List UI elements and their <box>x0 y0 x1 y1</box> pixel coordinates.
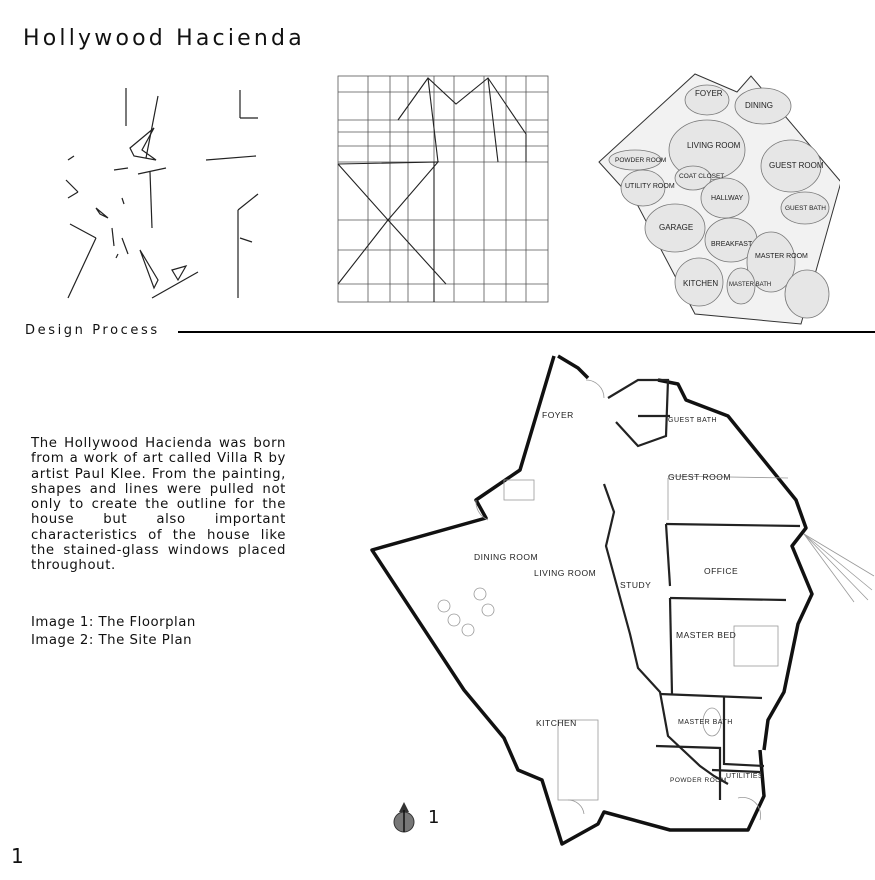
bubble-label: FOYER <box>695 89 723 98</box>
bubble-label: GARAGE <box>659 223 694 232</box>
room-label: UTILITIES <box>726 773 764 780</box>
room-label: DINING ROOM <box>474 552 539 562</box>
image-captions <box>31 614 196 650</box>
bubble-diagram-sketch <box>595 62 840 327</box>
room-label: GUEST ROOM <box>668 472 731 482</box>
grid-lines-sketch <box>328 70 553 310</box>
room-label: POWDER ROOM <box>670 777 727 784</box>
bubble-label: BREAKFAST <box>711 241 753 248</box>
image-number: 1 <box>428 807 440 828</box>
room-label: LIVING ROOM <box>534 568 597 578</box>
north-arrow-icon <box>392 800 416 834</box>
room-label: KITCHEN <box>536 718 577 728</box>
bubble-label: DINING <box>745 101 773 110</box>
page-number: 1 <box>11 844 24 868</box>
room-label: OFFICE <box>704 566 739 576</box>
room-label: GUEST BATH <box>668 417 718 424</box>
room-label: FOYER <box>542 410 574 420</box>
bubble-label: COAT CLOSET <box>679 173 725 180</box>
bubble-label: MASTER ROOM <box>755 253 808 260</box>
section-heading: Design Process <box>25 323 160 338</box>
bubble-label: GUEST BATH <box>785 205 826 212</box>
bubble-label: UTILITY ROOM <box>625 183 675 190</box>
room-label: MASTER BED <box>676 630 737 640</box>
page-title: Hollywood Hacienda <box>23 26 305 51</box>
bubble-label: GUEST ROOM <box>769 161 824 170</box>
room-label: STUDY <box>620 580 652 590</box>
bubble-label: KITCHEN <box>683 279 719 288</box>
abstract-shapes-sketch <box>58 78 268 303</box>
floorplan-drawing <box>368 350 875 855</box>
bubble-label: HALLWAY <box>711 195 744 202</box>
caption-item: Image 1: The Floorplan <box>31 615 196 630</box>
bubble-label: POWDER ROOM <box>615 157 667 164</box>
caption-item: Image 2: The Site Plan <box>31 633 193 648</box>
bubble-label: LIVING ROOM <box>687 141 741 150</box>
section-divider <box>178 331 875 333</box>
bubble-label: MASTER BATH <box>729 282 772 288</box>
room-label: MASTER BATH <box>678 719 733 726</box>
project-description: The Hollywood Hacienda was born from a work of art called Villa R by artist Paul Klee. From the painting, shapes and lines were pulled not only to create the outline for the house but also important characteristics of the house like the stained-glass windows placed throughout. <box>31 436 286 574</box>
